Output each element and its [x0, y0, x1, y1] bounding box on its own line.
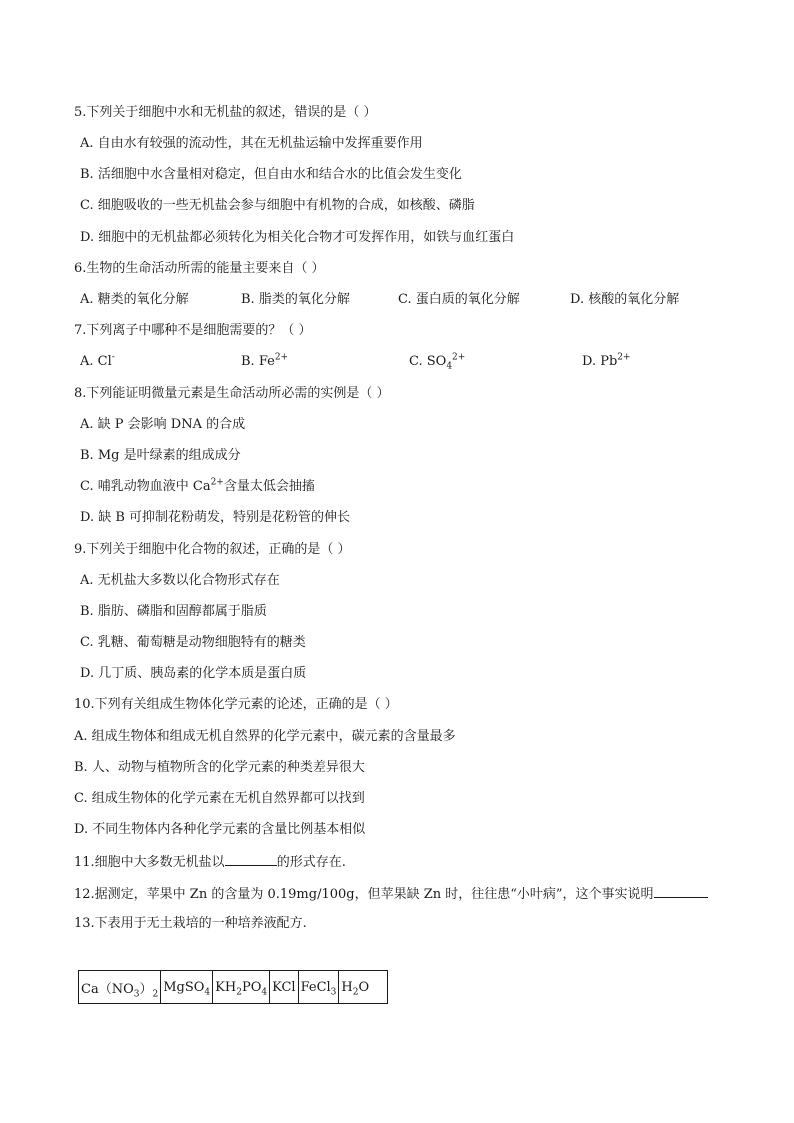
- q11-stem: 11.细胞中大多数无机盐以 的形式存在.: [74, 855, 346, 870]
- q8-option-d: D. 缺 B 可抑制花粉萌发，特别是花粉管的伸长: [80, 510, 351, 525]
- q7-option-a: A. Cl-: [80, 352, 115, 369]
- q9-stem: 9.下列关于细胞中化合物的叙述，正确的是（ ）: [74, 542, 351, 557]
- q8-option-a: A. 缺 P 会影响 DNA 的合成: [80, 417, 246, 432]
- q12-answer-blank[interactable]: [654, 885, 708, 898]
- q5-option-c: C. 细胞吸收的一些无机盐会参与细胞中有机物的合成，如核酸、磷脂: [80, 198, 475, 213]
- q10-option-c: C. 组成生物体的化学元素在无机自然界都可以找到: [74, 791, 365, 806]
- q7-option-b: B. $Fe^{2+}$: [241, 352, 289, 369]
- q6-option-d: D. 核酸的氧化分解: [570, 292, 680, 307]
- q11-answer-blank[interactable]: [225, 853, 277, 866]
- q8-option-b: B. Mg 是叶绿素的组成成分: [80, 448, 241, 463]
- q9-option-d: D. 几丁质、胰岛素的化学本质是蛋白质: [80, 666, 307, 681]
- table-cell-mgso4: MgSO$_4$: [161, 971, 213, 1004]
- q7-option-d: D. $Pb^{2+}$: [582, 352, 631, 369]
- table-cell-kcl: KCl: [270, 971, 298, 1004]
- q10-option-a: A. 组成生物体和组成无机自然界的化学元素中，碳元素的含量最多: [74, 729, 456, 744]
- q10-option-d: D. 不同生物体内各种化学元素的含量比例基本相似: [74, 822, 366, 837]
- q9-option-c: C. 乳糖、葡萄糖是动物细胞特有的糖类: [80, 635, 306, 650]
- q5-option-b: B. 活细胞中水含量相对稳定，但自由水和结合水的比值会发生变化: [80, 167, 462, 182]
- q8-stem: 8.下列能证明微量元素是生命活动所必需的实例是（ ）: [74, 386, 390, 401]
- q5-option-a: A. 自由水有较强的流动性，其在无机盐运输中发挥重要作用: [80, 136, 423, 151]
- table-cell-kh2po4: $KH_2PO_4$: [213, 971, 270, 1004]
- q6-option-b: B. 脂类的氧化分解: [241, 292, 350, 307]
- q7-stem: 7.下列离子中哪种不是细胞需要的？（ ）: [74, 323, 312, 338]
- q10-stem: 10.下列有关组成生物体化学元素的论述，正确的是（ ）: [74, 697, 398, 712]
- q10-option-b: B. 人、动物与植物所含的化学元素的种类差异很大: [74, 760, 365, 775]
- q9-option-b: B. 脂肪、磷脂和固醇都属于脂质: [80, 604, 267, 619]
- q13-stem: 13.下表用于无土栽培的一种培养液配方.: [74, 916, 307, 931]
- table-cell-fecl3: FeCl$_3$: [298, 971, 339, 1004]
- q5-stem: 5.下列关于细胞中水和无机盐的叙述，错误的是（ ）: [74, 105, 377, 120]
- q12-stem: 12.据测定，苹果中 Zn 的含量为 0.19mg/100g，但苹果缺 Zn 时，往往患“小叶病”，这个事实说明: [74, 885, 708, 903]
- recipe-table: [78, 970, 388, 1004]
- q9-option-a: A. 无机盐大多数以化合物形式存在: [80, 573, 280, 588]
- table-cell-h2o: $H_2O$: [339, 971, 388, 1004]
- q7-option-c: C. $SO_4^{2+}$: [409, 352, 466, 372]
- table-cell-ca-no3: $Ca(NO_3)_2$: [79, 971, 161, 1004]
- q6-stem: 6.生物的生命活动所需的能量主要来自（ ）: [74, 261, 325, 276]
- q6-option-c: C. 蛋白质的氧化分解: [398, 292, 520, 307]
- q5-option-d: D. 细胞中的无机盐都必须转化为相关化合物才可发挥作用，如铁与血红蛋白: [80, 230, 515, 245]
- table-row: [79, 971, 388, 1004]
- q6-option-a: A. 糖类的氧化分解: [80, 292, 189, 307]
- q8-option-c: C. 哺乳动物血液中 $Ca^{2+}$含量太低会抽搐: [80, 477, 315, 494]
